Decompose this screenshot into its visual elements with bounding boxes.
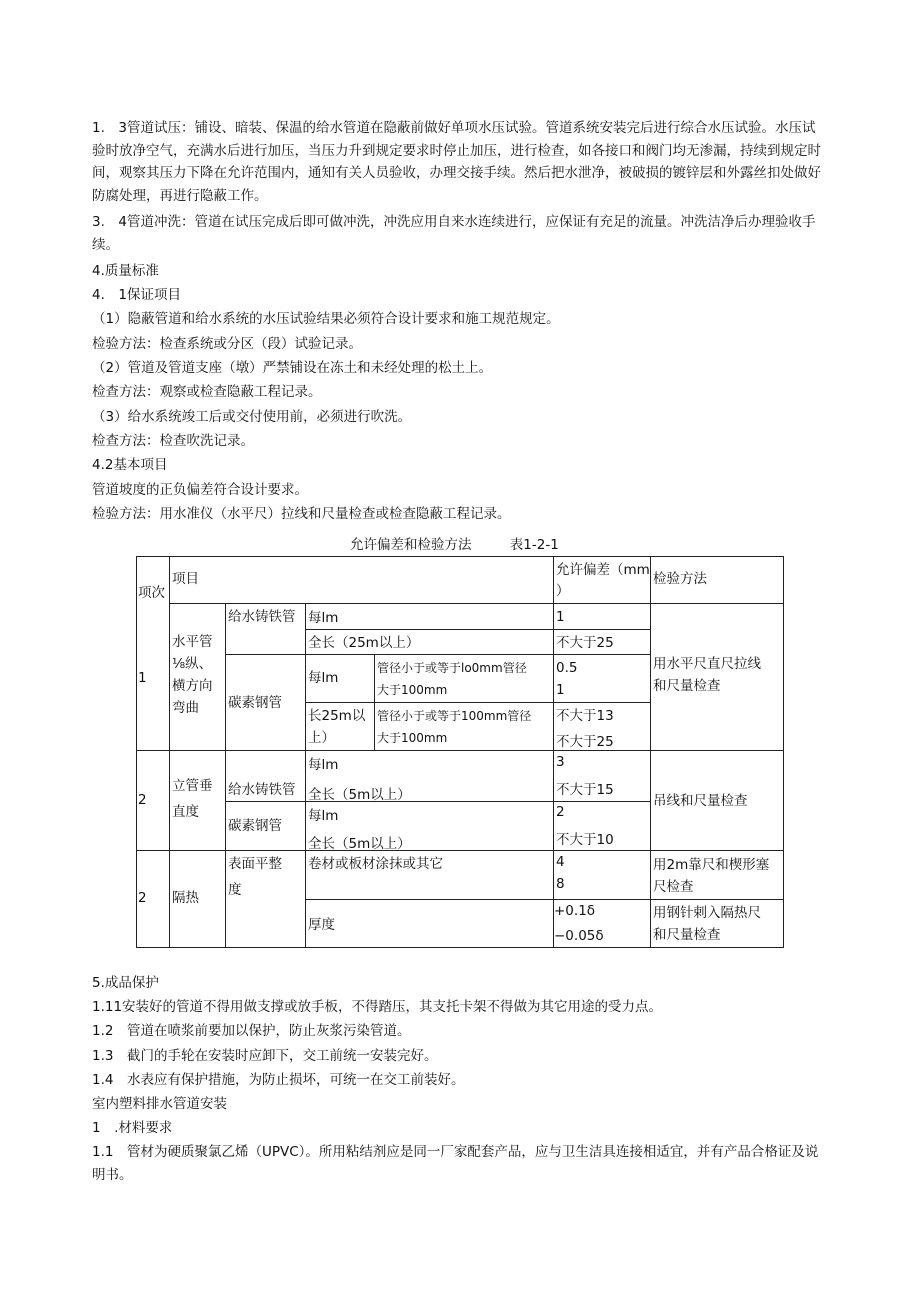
heading-guarantee-items: 4. 1保证项目 <box>92 287 181 303</box>
length-label: 上） <box>308 730 335 746</box>
group-name-line: 横方向 <box>172 678 213 694</box>
full-length-label: 全长（25m以上） <box>308 635 420 651</box>
table-caption <box>350 535 559 555</box>
heading-material-requirements: 1 .材料要求 <box>92 1120 173 1136</box>
table-title: 允许偏差和检验方法 <box>350 537 472 553</box>
per-meter-label: 每lm <box>308 610 339 626</box>
method-line: 和尺量检查 <box>653 927 721 943</box>
carbon-steel-label: 碳素钢管 <box>228 695 282 711</box>
method-line: 和尺量检查 <box>653 678 721 694</box>
diameter-condition: 大于100mm <box>377 683 448 697</box>
text-line: 检查方法：观察或检查隐蔽工程记录。 <box>92 384 322 400</box>
cast-iron-label: 给水铸铁管 <box>228 782 296 798</box>
per-meter-label: 每lm <box>308 757 339 773</box>
value-cell: 4 <box>556 854 565 870</box>
value-cell: 3 <box>556 754 565 770</box>
paragraph-pressure-test: 1. 3管道试压：铺设、暗装、保温的给水管道在隐蔽前做好单项水压试验。管道系统安装完后进行综合水压试验。水压试验时放净空气，充满水后进行加压，当压力升到规定要求时停止加压，进行检查，如各接口和阀门均无渗漏，持续到规定时间，观察其压力下降在允许范围内，通知有关人员验收，办理交接手续。然后把水泄净，被破损的镀锌层和外露丝扣处做好防腐处理，再进行隐蔽工作。 <box>92 120 821 204</box>
header-method: 检验方法 <box>653 571 707 587</box>
method-line: 用水平尺直尺拉线 <box>653 656 761 672</box>
full-length-label: 全长（5m以上） <box>308 836 411 852</box>
flatness-label: 表面平整 <box>228 856 282 872</box>
group-name-line: 弯曲 <box>172 700 199 716</box>
value-cell: 不大于25 <box>556 734 614 750</box>
value-cell: 不大于13 <box>556 708 614 724</box>
heading-drainage-install: 室内塑料排水管道安装 <box>92 1096 227 1112</box>
carbon-steel-label: 碳素钢管 <box>228 818 282 834</box>
value-cell: 2 <box>556 804 565 820</box>
deviation-table <box>136 556 784 949</box>
method-line: 用钢针剌入隔热尺 <box>653 905 761 921</box>
method-line: 吊线和尺量检查 <box>653 793 748 809</box>
group-name-line: 立管垂 <box>172 778 213 794</box>
text-line: 1.2 管道在喷浆前要加以保护，防止灰浆污染管道。 <box>92 1023 411 1039</box>
paragraph-pipe-material: 1.1 管材为硬质聚氯乙烯（UPVC）。所用粘结剂应是同一厂家配套产品，应与卫生洁具连接相适宜，并有产品合格证及说明书。 <box>92 1144 819 1183</box>
paragraph-flushing: 3. 4管道冲洗：管道在试压完成后即可做冲洗，冲洗应用自来水连续进行，应保证有充足的流量。冲洗洁净后办理验收手续。 <box>92 214 816 253</box>
text-line: 1.4 水表应有保护措施，为防止损坏，可统一在交工前装好。 <box>92 1072 465 1088</box>
per-meter-label: 每lm <box>308 808 339 824</box>
value-cell: 不大于25 <box>556 635 614 651</box>
material-label: 卷材或板材涂抹或其它 <box>308 856 443 872</box>
row-no: 2 <box>138 792 147 808</box>
length-label: 长25m以 <box>308 708 366 724</box>
text-line: （2）管道及管道支座（墩）严禁铺设在冻土和未经处理的松土上。 <box>92 360 493 376</box>
per-meter-label: 每lm <box>308 670 339 686</box>
text-line: 管道坡度的正负偏差符合设计要求。 <box>92 482 308 498</box>
value-cell: +0.1δ <box>554 903 596 919</box>
value-cell: 1 <box>556 682 565 698</box>
value-cell: 不大于10 <box>556 832 614 848</box>
heading-product-protection: 5.成品保护 <box>92 975 159 991</box>
cast-iron-label: 给水铸铁管 <box>228 609 296 625</box>
heading-quality-standard: 4.质量标准 <box>92 263 159 279</box>
header-deviation-1: 允许偏差（mm <box>556 562 650 578</box>
diameter-condition: 管径小于或等于lo0mm管径 <box>377 661 527 675</box>
row-no: 2 <box>138 890 147 906</box>
value-cell: 1 <box>556 609 565 625</box>
text-line: 检验方法：用水准仪（水平尺）拉线和尺量检查或检查隐蔽工程记录。 <box>92 506 511 522</box>
group-name: 隔热 <box>172 890 199 906</box>
group-name-line: 水平管 <box>172 634 213 650</box>
full-length-label: 全长（5m以上） <box>308 787 411 803</box>
text-line: （3）给水系统竣工后或交付使用前，必须进行吹洗。 <box>92 409 412 425</box>
value-cell: 0.5 <box>556 660 578 676</box>
heading-basic-items: 4.2基本项目 <box>92 457 168 473</box>
value-cell: 8 <box>556 876 565 892</box>
text-line: 1.11安装好的管道不得用做支撑或放手板，不得踏压，其支托卡架不得做为其它用途的受力点。 <box>92 999 663 1015</box>
diameter-condition: 管径小于或等于100mm管径 <box>377 709 532 723</box>
row-no: 1 <box>138 670 147 686</box>
header-no: 项次 <box>138 585 165 601</box>
text-line: 检验方法：检查系统或分区（段）试验记录。 <box>92 336 362 352</box>
group-name-line: 直度 <box>172 804 199 820</box>
text-line: 1.3 截门的手轮在安装时应卸下，交工前统一安装完好。 <box>92 1048 438 1064</box>
group-name-line: ⅛纵、 <box>172 656 213 672</box>
thickness-label: 厚度 <box>308 917 335 933</box>
table-number: 表1-2-1 <box>509 537 559 553</box>
text-line: （1）隐蔽管道和给水系统的水压试验结果必须符合设计要求和施工规范规定。 <box>92 311 560 327</box>
value-cell: −0.05δ <box>554 928 604 944</box>
diameter-condition: 大于100mm <box>377 731 448 745</box>
text-line: 检查方法：检查吹洗记录。 <box>92 433 254 449</box>
header-deviation-2: ） <box>556 583 570 599</box>
header-item: 项目 <box>172 571 199 587</box>
method-line: 用2m靠尺和楔形塞 <box>653 857 770 873</box>
method-line: 尺检查 <box>653 879 694 895</box>
flatness-label: 度 <box>228 882 242 898</box>
value-cell: 不大于15 <box>556 782 614 798</box>
